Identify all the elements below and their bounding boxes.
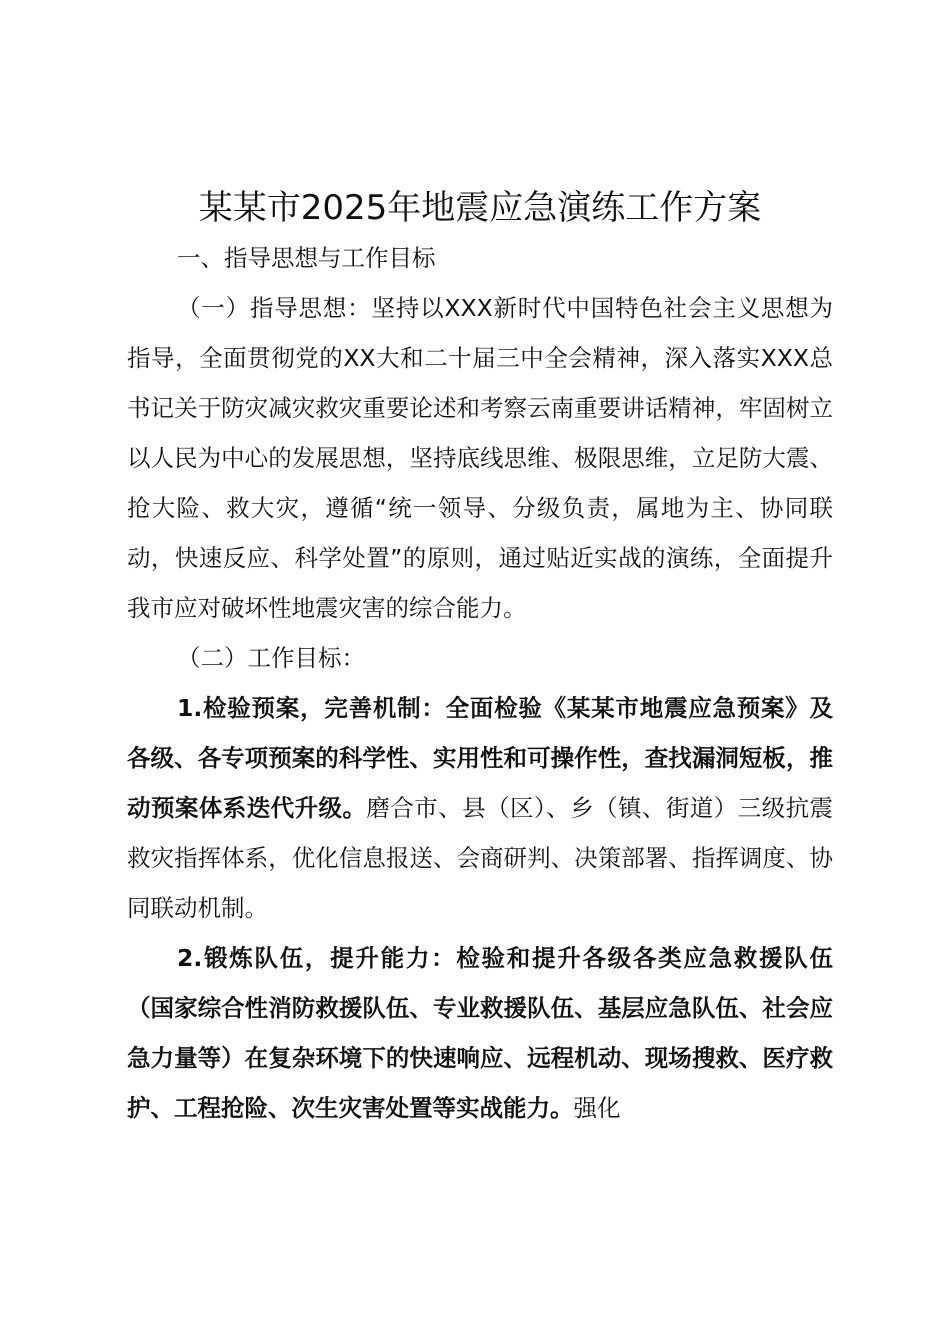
guiding-ideology-paragraph: （一）指导思想：坚持以XXX新时代中国特色社会主义思想为指导，全面贯彻党的XX大和二十届三中全会精神，深入落实XXX总书记关于防灾减灾救灾重要论述和考察云南重要讲话精神，牢固树立以人民为中心的发展思想，坚持底线思维、极限思维，立足防大震、抢大险、救大灾，遵循“统一领导、分级负责，属地为主、协同联动，快速反应、科学处置”的原则，通过贴近实战的演练，全面提升我市应对破坏性地震灾害的综合能力。: [127, 294, 833, 622]
goal-1-regular-text: 磨合市、县（区）、乡（镇、街道）三级抗震救灾指挥体系，优化信息报送、会商研判、决策部署、指挥调度、协同联动机制。: [127, 794, 834, 922]
section-heading-1: 一、指导思想与工作目标: [177, 244, 436, 272]
goal-2-paragraph: [127, 933, 833, 1133]
goal-1-paragraph: [127, 683, 833, 933]
goal-2-bold-text: 2.锻炼队伍，提升能力：检验和提升各级各类应急救援队伍（国家综合性消防救援队伍、专业救援队伍、基层应急队伍、社会应急力量等）在复杂环境下的快速响应、远程机动、现场搜救、医疗救护、工程抢险、次生灾害处置等实战能力。: [127, 944, 833, 1122]
work-goals-heading: （二）工作目标：: [177, 644, 365, 672]
document-title: 某某市2025年地震应急演练工作方案: [198, 188, 762, 228]
goal-2-regular-text: 强化: [573, 1094, 621, 1122]
goal-1-bold-text: 1.检验预案，完善机制：全面检验《某某市地震应急预案》及各级、各专项预案的科学性、实用性和可操作性，查找漏洞短板，推动预案体系迭代升级。: [127, 694, 833, 822]
document-page: [127, 183, 833, 1133]
